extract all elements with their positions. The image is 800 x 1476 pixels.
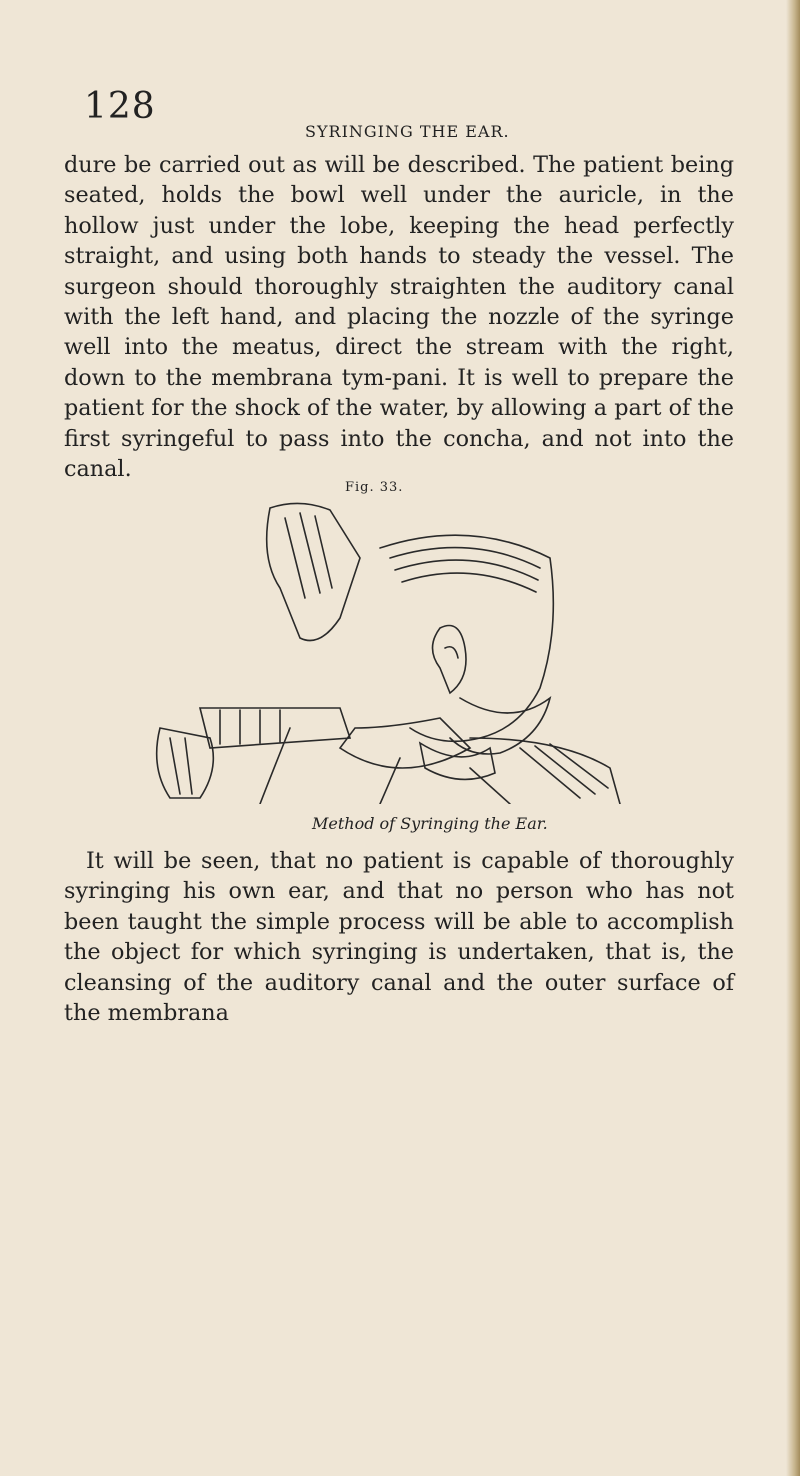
figure-label: Fig. 33. (345, 480, 404, 495)
engraving-illustration (140, 498, 640, 804)
paragraph-1-text: dure be carried out as will be described. The patient being seated, holds the bowl well under the auricle, in the hollow just under the lobe, keeping the head perfectly straight, and using both hands to steady the vessel. The surgeon should thoroughly straighten the auditory canal with the left hand, and placing the nozzle of the syringe well into the meatus, direct the stream with the right, down to the membrana tym-pani. It is well to prepare the patient for the shock of the water, by allowing a part of the first syringeful to pass into the concha, and not into the canal. (64, 152, 734, 483)
paragraph-1 (64, 150, 734, 484)
paragraph-2-text: It will be seen, that no patient is capable of thoroughly syringing his own ear, and that no person who has not been taught the simple process will be able to accomplish the object for which syringing is undertaken, that is, the cleansing of the auditory canal and the outer surface of the membrana (64, 848, 734, 1027)
figure-caption: Method of Syringing the Ear. (312, 814, 548, 833)
page-edge (786, 0, 800, 1476)
page-number: 128 (84, 86, 156, 127)
paragraph-2 (64, 846, 734, 1028)
running-head: SYRINGING THE EAR. (305, 122, 510, 141)
